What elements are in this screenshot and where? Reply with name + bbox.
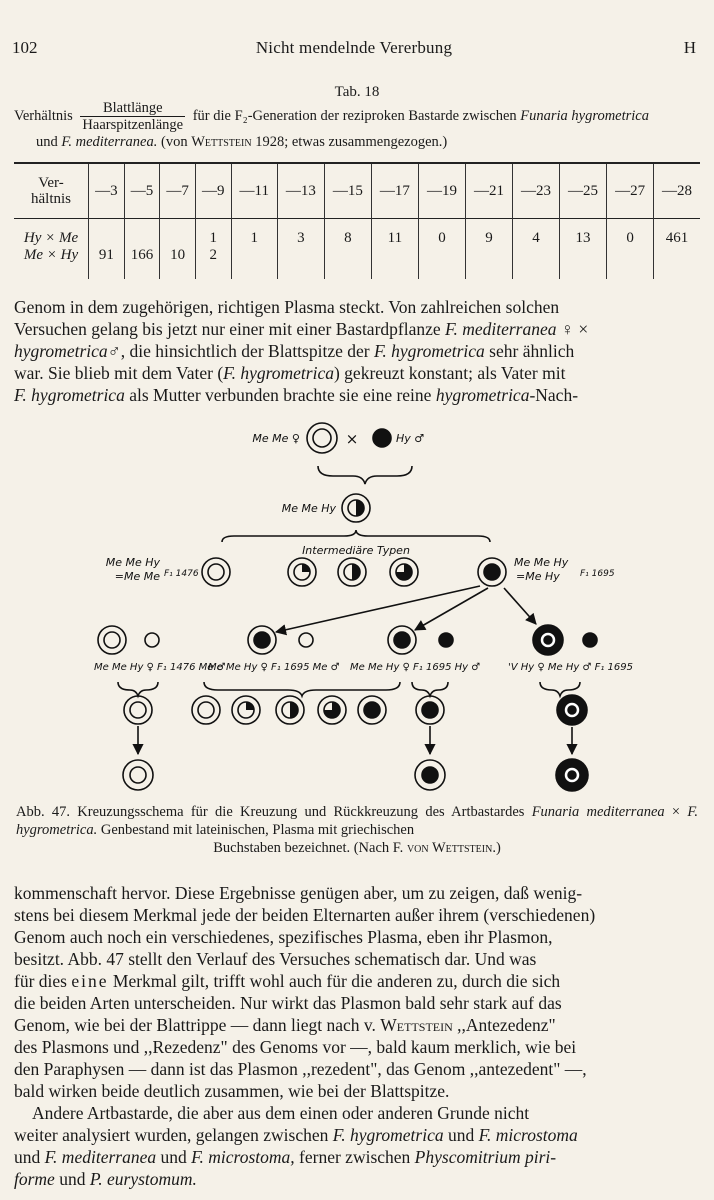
row-label: Hy × Me <box>23 230 79 246</box>
text-line: und F. mediterranea und F. microstoma, ferner zwischen Physcomitrium piri- <box>14 1147 557 1167</box>
col-header: —27 <box>607 163 654 219</box>
final-cell-icon <box>556 759 588 791</box>
backcross-b-female-icon <box>248 626 276 654</box>
left-f1-cell-icon <box>202 558 230 586</box>
fraction-numerator: Blattlänge <box>80 100 185 117</box>
text-line: Genom in dem zugehörigen, richtigen Plasma steckt. Von zahlreichen solchen <box>14 297 560 317</box>
running-header <box>12 38 696 62</box>
table-cell: 11 <box>371 219 418 248</box>
table-cell: 0 <box>607 219 654 248</box>
col-header: —28 <box>654 163 700 219</box>
text-line: F. hygrometrica als Mutter verbunden brachte sie eine reine hygrometrica-Nach- <box>14 385 579 405</box>
f1-label: Me Me Hy <box>281 502 336 515</box>
table-cell: 2 <box>195 247 231 279</box>
p-cross-bracket <box>318 466 412 484</box>
text-line: Versuchen gelang bis jetzt nur einer mit einer Bastardpflanze F. mediterranea ♀ × <box>14 319 589 339</box>
table-header-row <box>14 163 700 219</box>
arrow-line <box>504 588 536 624</box>
text-line: für dies eine Merkmal gilt, trifft wohl auch für die anderen zu, durch die sich <box>14 971 561 991</box>
right-f1-id: F₁ 1695 <box>580 569 615 579</box>
caption-ref-post: 1928; etwas zusammengezogen.) <box>255 134 448 150</box>
p-female-label: Me Me ♀ <box>252 432 300 445</box>
running-title: Nicht mendelnde Vererbung <box>255 38 453 57</box>
caption-species-1: Funaria hygrometrica <box>520 107 649 124</box>
arrow-line <box>276 586 480 632</box>
right-genotype-1: Me Me Hy <box>514 556 569 569</box>
table-cell: 4 <box>512 219 559 248</box>
col-header: —19 <box>418 163 465 219</box>
left-f1-id: F₁ 1476 <box>164 569 199 579</box>
text-line: war. Sie blieb mit dem Vater (F. hygrometrica) gekreuzt konstant; als Vater mit <box>14 363 566 383</box>
col-header: —9 <box>195 163 231 219</box>
cross-d-label: 'V Hy ♀ Me Hy ♂ F₁ 1695 <box>508 662 633 673</box>
cross-c-label: Me Me Hy ♀ F₁ 1695 Hy ♂ <box>350 662 481 673</box>
text-line: Genom, wie bei der Blattrippe — dann liegt nach v. Wettstein ,,Antezedenz" <box>14 1015 556 1035</box>
col-header: —3 <box>89 163 125 219</box>
cross-a-label: Me Me Hy ♀ F₁ 1476 Me ♂ <box>94 662 226 673</box>
crossing-diagram <box>0 420 714 810</box>
text-line: die beiden Arten unterscheiden. Nur wirkt das Plasmon bald sehr stark auf das <box>14 993 562 1013</box>
table-row <box>14 219 700 248</box>
right-f1-cell-icon <box>478 558 506 586</box>
offspring-cell-icon <box>124 696 152 724</box>
table-cell <box>160 219 196 248</box>
left-genotype-2: =Me Me <box>114 570 160 583</box>
backcross-d-male-icon <box>583 633 597 647</box>
p-female-cell-icon <box>307 423 337 453</box>
p-male-label: Hy ♂ <box>396 432 425 445</box>
backcross-d-female-icon <box>533 625 563 655</box>
text-line: kommenschaft hervor. Diese Ergebnisse genügen aber, um zu zeigen, daß wenig- <box>14 883 583 903</box>
backcross-c-female-icon <box>388 626 416 654</box>
cross-bracket <box>204 682 400 696</box>
caption-ref-author: Wettstein <box>191 134 252 150</box>
row-label: Me × Hy <box>23 247 79 263</box>
offspring-cell-icon <box>192 696 220 724</box>
data-table <box>14 162 700 279</box>
figure-caption <box>16 803 698 857</box>
table-cell: 10 <box>160 247 196 279</box>
header-label: Ver- hältnis <box>31 175 71 207</box>
text-line: bald wirken beide deutlich zusammen, wie bei der Blattspitze. <box>14 1081 450 1101</box>
body-paragraph-1 <box>14 296 700 406</box>
section-letter: H <box>683 38 696 57</box>
caption-line: Abb. 47. Kreuzungsschema für die Kreuzung und Rückkreuzung des Artbastardes Funaria mediterranea × F. hygrometrica. Genbestand mit lateinischen, Plasma mit griechischen <box>16 804 699 838</box>
col-header: —17 <box>371 163 418 219</box>
backcross-a-female-icon <box>98 626 126 654</box>
offspring-cell-icon <box>232 696 260 724</box>
offspring-cell-icon <box>276 696 304 724</box>
col-header: —23 <box>512 163 559 219</box>
col-header: —25 <box>560 163 607 219</box>
col-header: —5 <box>124 163 160 219</box>
caption-lead: Verhältnis <box>14 107 73 124</box>
caption-ref-pre: (von <box>161 134 188 150</box>
table-cell: 461 <box>654 219 700 248</box>
intermediate-label: Intermediäre Typen <box>302 544 410 557</box>
caption-after-fraction: für die F₂-Generation der reziproken Bastarde zwischen <box>192 107 517 124</box>
p-cross-symbol: × <box>345 430 359 448</box>
caption-species-2: F. mediterranea. <box>61 134 158 150</box>
table-row <box>14 247 700 279</box>
col-header: —13 <box>277 163 324 219</box>
left-genotype-1: Me Me Hy <box>105 556 160 569</box>
cross-b-label: Me Me Hy ♀ F₁ 1695 Me ♂ <box>208 662 340 673</box>
intermediate-cell-icon <box>390 558 418 586</box>
body-paragraph-2 <box>14 882 700 1190</box>
table-cell: 0 <box>418 219 465 248</box>
final-cell-icon <box>415 760 445 790</box>
table-cell: 1 <box>231 219 277 248</box>
table-title: Tab. 18 <box>334 84 380 100</box>
col-header: —11 <box>231 163 277 219</box>
arrow-line <box>415 588 488 630</box>
table-cell <box>418 247 465 279</box>
backcross-c-male-icon <box>439 633 453 647</box>
table-cell <box>324 247 371 279</box>
col-header: —21 <box>465 163 512 219</box>
table-cell: 8 <box>324 219 371 248</box>
table-cell <box>89 219 125 248</box>
table-cell <box>231 247 277 279</box>
text-line: hygrometrica♂, die hinsichtlich der Blattspitze der F. hygrometrica sehr ähnlich <box>14 341 575 361</box>
f1-cell-icon <box>342 494 370 522</box>
text-line: Andere Artbastarde, die aber aus dem einen oder anderen Grunde nicht <box>32 1103 530 1123</box>
intermediate-brace <box>222 530 490 542</box>
table-cell <box>465 247 512 279</box>
text-line: des Plasmons und ,,Rezedenz" des Genoms vor —, bald kaum merklich, wie bei <box>14 1037 577 1057</box>
table-cell: 13 <box>560 219 607 248</box>
table-cell: 3 <box>277 219 324 248</box>
text-line: forme und P. eurystomum. <box>14 1169 197 1189</box>
table-cell: 1 <box>195 219 231 248</box>
offspring-cell-icon <box>358 696 386 724</box>
backcross-a-male-icon <box>145 633 159 647</box>
table-cell <box>607 247 654 279</box>
offspring-cell-icon <box>318 696 346 724</box>
caption-line: Buchstaben bezeichnet. (Nach F. von Wettstein.) <box>213 840 501 856</box>
table-cell <box>512 247 559 279</box>
table-caption <box>14 100 700 151</box>
p-male-cell-icon <box>373 429 391 447</box>
col-header: —15 <box>324 163 371 219</box>
text-line: den Paraphysen — dann ist das Plasmon ,,rezedent", das Genom ,,antezedent" —, <box>14 1059 587 1079</box>
col-header: —7 <box>160 163 196 219</box>
right-genotype-2: =Me Hy <box>516 570 560 583</box>
final-cell-icon <box>123 760 153 790</box>
table-cell <box>371 247 418 279</box>
intermediate-cell-icon <box>288 558 316 586</box>
fraction-denominator: Haarspitzenlänge <box>82 117 184 133</box>
text-line: stens bei diesem Merkmal jede der beiden Elternarten außer ihrem (verschiedenen) <box>14 905 596 925</box>
table-cell <box>124 219 160 248</box>
cross-bracket <box>412 682 448 696</box>
ratio-fraction <box>80 100 185 133</box>
table-cell: 166 <box>124 247 160 279</box>
table-cell <box>277 247 324 279</box>
caption-and: und <box>36 134 58 150</box>
text-line: Genom auch noch ein verschiedenes, spezifisches Plasma, eben ihr Plasmon, <box>14 927 553 947</box>
table-cell <box>560 247 607 279</box>
table-cell <box>654 247 700 279</box>
offspring-cell-icon <box>416 696 444 724</box>
offspring-cell-icon <box>557 695 587 725</box>
text-line: weiter analysiert wurden, gelangen zwischen F. hygrometrica und F. microstoma <box>14 1125 578 1145</box>
cross-bracket <box>118 682 158 696</box>
text-line: besitzt. Abb. 47 stellt den Verlauf des Versuches schematisch dar. Und was <box>14 949 537 969</box>
intermediate-cell-icon <box>338 558 366 586</box>
table-cell: 9 <box>465 219 512 248</box>
page-number: 102 <box>12 38 38 57</box>
backcross-b-male-icon <box>299 633 313 647</box>
cross-bracket <box>540 682 580 696</box>
table-cell: 91 <box>89 247 125 279</box>
